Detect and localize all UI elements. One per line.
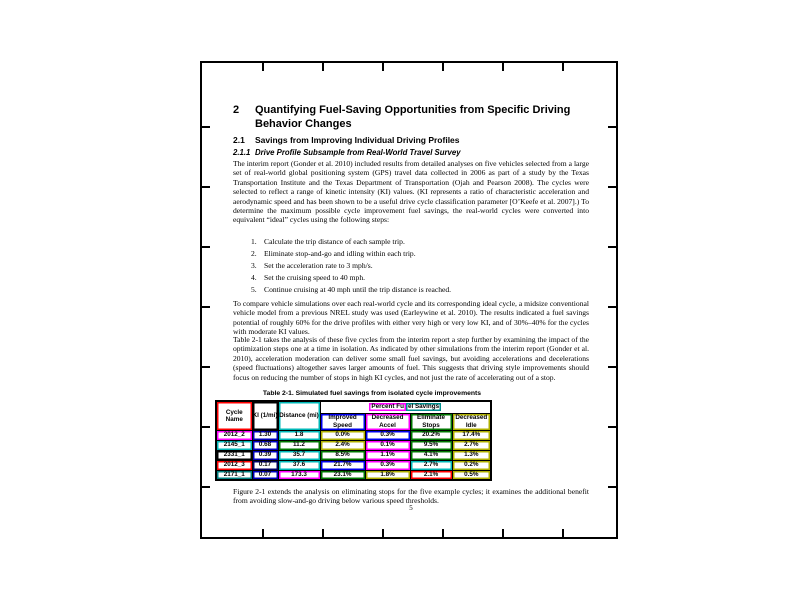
page-border-tick bbox=[322, 529, 324, 538]
list-item-number: 5. bbox=[251, 285, 257, 294]
list-item bbox=[251, 249, 589, 258]
table-row bbox=[216, 450, 491, 460]
list-item-number: 2. bbox=[251, 249, 257, 258]
cell-ki: 0.39 bbox=[252, 450, 278, 460]
list-item-text: Eliminate stop-and-go and idling within each trip. bbox=[264, 249, 416, 258]
col-header-decreased-idle: Decreased Idle bbox=[452, 413, 491, 430]
page-border-tick bbox=[608, 306, 617, 308]
cell-decreased-idle: 0.5% bbox=[452, 470, 491, 480]
cell-distance: 1.8 bbox=[278, 430, 320, 440]
cell-decreased-idle: 0.2% bbox=[452, 460, 491, 470]
page-border-tick bbox=[562, 62, 564, 71]
page-border-tick bbox=[201, 306, 210, 308]
cell-ki: 0.07 bbox=[252, 470, 278, 480]
page-border-tick bbox=[442, 529, 444, 538]
page-border-tick bbox=[608, 366, 617, 368]
page-border-tick bbox=[608, 426, 617, 428]
cell-cycle-name: 2145_1 bbox=[216, 440, 252, 450]
page-border-tick bbox=[608, 246, 617, 248]
cell-cycle-name: 2012_2 bbox=[216, 430, 252, 440]
cell-decreased-accel: 1.1% bbox=[365, 450, 410, 460]
page-border-tick bbox=[502, 529, 504, 538]
table-row bbox=[216, 470, 491, 480]
list-item-text: Continue cruising at 40 mph until the trip distance is reached. bbox=[264, 285, 452, 294]
col-header-decreased-accel: Decreased Accel bbox=[365, 413, 410, 430]
col-header-improved-speed: Improved Speed bbox=[320, 413, 365, 430]
list-item-number: 4. bbox=[251, 273, 257, 282]
col-header-distance: Distance (mi) bbox=[278, 401, 320, 430]
page-border-tick bbox=[201, 246, 210, 248]
list-item bbox=[251, 273, 589, 282]
list-item bbox=[251, 261, 589, 270]
table-row bbox=[216, 430, 491, 440]
subsubsection-title: Drive Profile Subsample from Real-World Travel Survey bbox=[255, 147, 461, 157]
list-item-text: Set the acceleration rate to 3 mph/s. bbox=[264, 261, 373, 270]
page-border-tick bbox=[382, 529, 384, 538]
paragraph-figure-reference: Figure 2-1 extends the analysis on eliminating stops for the five example cycles; it examines the additional benefit from avoiding slow-and-go driving below various speed thresholds. bbox=[233, 487, 589, 506]
page-border-tick bbox=[382, 62, 384, 71]
page-border-tick bbox=[201, 366, 210, 368]
section-number: 2 bbox=[233, 104, 240, 116]
page-border-tick bbox=[608, 126, 617, 128]
list-item bbox=[251, 285, 589, 294]
cell-ki: 0.17 bbox=[252, 460, 278, 470]
cell-eliminate-stops: 2.1% bbox=[410, 470, 452, 480]
page-border-tick bbox=[608, 186, 617, 188]
list-item-number: 1. bbox=[251, 237, 257, 246]
col-header-cycle-name: Cycle Name bbox=[216, 401, 252, 430]
table-row bbox=[216, 460, 491, 470]
page-border-tick bbox=[262, 62, 264, 71]
paragraph-intro: The interim report (Gonder et al. 2010) included results from detailed analyses on five vehicles selected from a large set of real-world global positioning system (GPS) travel data collected in 2006 as part of a study by the Texas Transportation Institute and the Texas Department of Transportation (Ojah and Pearson 2008). The cycles were selected to reflect a range of kinetic intensity (KI) values. (KI represents a ratio of characteristic acceleration and aerodynamic speed and has been shown to be a useful drive cycle classification parameter [O’Keefe et al. 2007].) To determine the maximum possible cycle improvement fuel savings, the real-world cycles were converted into equivalent “ideal” cycles using the following steps: bbox=[233, 159, 589, 225]
section-title: Quantifying Fuel-Saving Opportunities from Specific Driving Behavior Changes bbox=[255, 104, 571, 130]
page-border-tick bbox=[201, 186, 210, 188]
col-header-eliminate-stops: Eliminate Stops bbox=[410, 413, 452, 430]
cell-ki: 1.30 bbox=[252, 430, 278, 440]
cell-eliminate-stops: 4.1% bbox=[410, 450, 452, 460]
cell-eliminate-stops: 20.2% bbox=[410, 430, 452, 440]
ideal-cycle-steps-list bbox=[233, 237, 589, 297]
group-header-left: Percent Fu bbox=[371, 403, 404, 411]
fuel-savings-table bbox=[215, 400, 492, 481]
subsubsection-number: 2.1.1 bbox=[233, 147, 251, 157]
cell-improved-speed: 21.7% bbox=[320, 460, 365, 470]
paragraph-simulation-comparison: To compare vehicle simulations over each real-world cycle and its corresponding ideal cycle, a midsize conventional vehicle model from a previous NREL study was used (Earleywine et al. 2010). The results indicated a fuel savings potential of roughly 60% for the drive profiles with either very high or very low KI, and of 30%–40% for the cycles with moderate KI values. bbox=[233, 299, 589, 337]
cell-distance: 37.6 bbox=[278, 460, 320, 470]
page-border-tick bbox=[502, 62, 504, 71]
section-heading bbox=[233, 104, 611, 131]
subsubsection-heading bbox=[233, 148, 611, 157]
document-page bbox=[200, 61, 618, 539]
table-row bbox=[216, 440, 491, 450]
page-border-tick bbox=[262, 529, 264, 538]
cell-decreased-accel: 1.8% bbox=[365, 470, 410, 480]
cell-decreased-accel: 0.3% bbox=[365, 460, 410, 470]
cell-decreased-idle: 17.4% bbox=[452, 430, 491, 440]
page-border-tick bbox=[562, 529, 564, 538]
list-item bbox=[251, 237, 589, 246]
subsection-number: 2.1 bbox=[233, 135, 245, 145]
group-header-right: el Savings bbox=[407, 403, 440, 411]
table-caption: Table 2-1. Simulated fuel savings from isolated cycle improvements bbox=[262, 390, 482, 397]
subsection-title: Savings from Improving Individual Driving Profiles bbox=[255, 135, 460, 145]
cell-improved-speed: 8.5% bbox=[320, 450, 365, 460]
cell-decreased-accel: 0.3% bbox=[365, 430, 410, 440]
cell-eliminate-stops: 2.7% bbox=[410, 460, 452, 470]
page-border-tick bbox=[442, 62, 444, 71]
list-item-text: Calculate the trip distance of each sample trip. bbox=[264, 237, 405, 246]
cell-cycle-name: 2012_3 bbox=[216, 460, 252, 470]
cell-decreased-accel: 0.1% bbox=[365, 440, 410, 450]
cell-decreased-idle: 2.7% bbox=[452, 440, 491, 450]
col-group-header-percent-fuel-savings bbox=[320, 401, 491, 413]
cell-improved-speed: 0.0% bbox=[320, 430, 365, 440]
page-border-tick bbox=[608, 486, 617, 488]
cell-decreased-idle: 1.3% bbox=[452, 450, 491, 460]
page-border-tick bbox=[201, 126, 210, 128]
cell-distance: 11.2 bbox=[278, 440, 320, 450]
paragraph-table-discussion: Table 2-1 takes the analysis of these five cycles from the interim report a step further by examining the impact of the optimization steps one at a time in isolation. As indicated by other simulations from the interim report (Gonder et al. 2010), acceleration moderation can deliver some small fuel savings, but avoiding accelerations and decelerations (speed fluctuations) altogether saves larger amounts of fuel. This suggests that driving style improvements should focus on reducing the number of stops in high KI cycles, and not just the rate of accelerating out of a stop. bbox=[233, 335, 589, 382]
list-item-text: Set the cruising speed to 40 mph. bbox=[264, 273, 366, 282]
page-number: 5 bbox=[409, 504, 413, 512]
cell-distance: 35.7 bbox=[278, 450, 320, 460]
cell-distance: 173.3 bbox=[278, 470, 320, 480]
cell-cycle-name: 2171_1 bbox=[216, 470, 252, 480]
col-header-ki: KI (1/mi) bbox=[252, 401, 278, 430]
subsection-heading bbox=[233, 135, 611, 145]
page-border-tick bbox=[322, 62, 324, 71]
cell-improved-speed: 23.1% bbox=[320, 470, 365, 480]
page-border-tick bbox=[201, 486, 210, 488]
list-item-number: 3. bbox=[251, 261, 257, 270]
table-header-row-group bbox=[216, 401, 491, 413]
page-border-tick bbox=[201, 426, 210, 428]
cell-eliminate-stops: 9.5% bbox=[410, 440, 452, 450]
cell-cycle-name: 2331_1 bbox=[216, 450, 252, 460]
cell-ki: 0.68 bbox=[252, 440, 278, 450]
cell-improved-speed: 2.4% bbox=[320, 440, 365, 450]
